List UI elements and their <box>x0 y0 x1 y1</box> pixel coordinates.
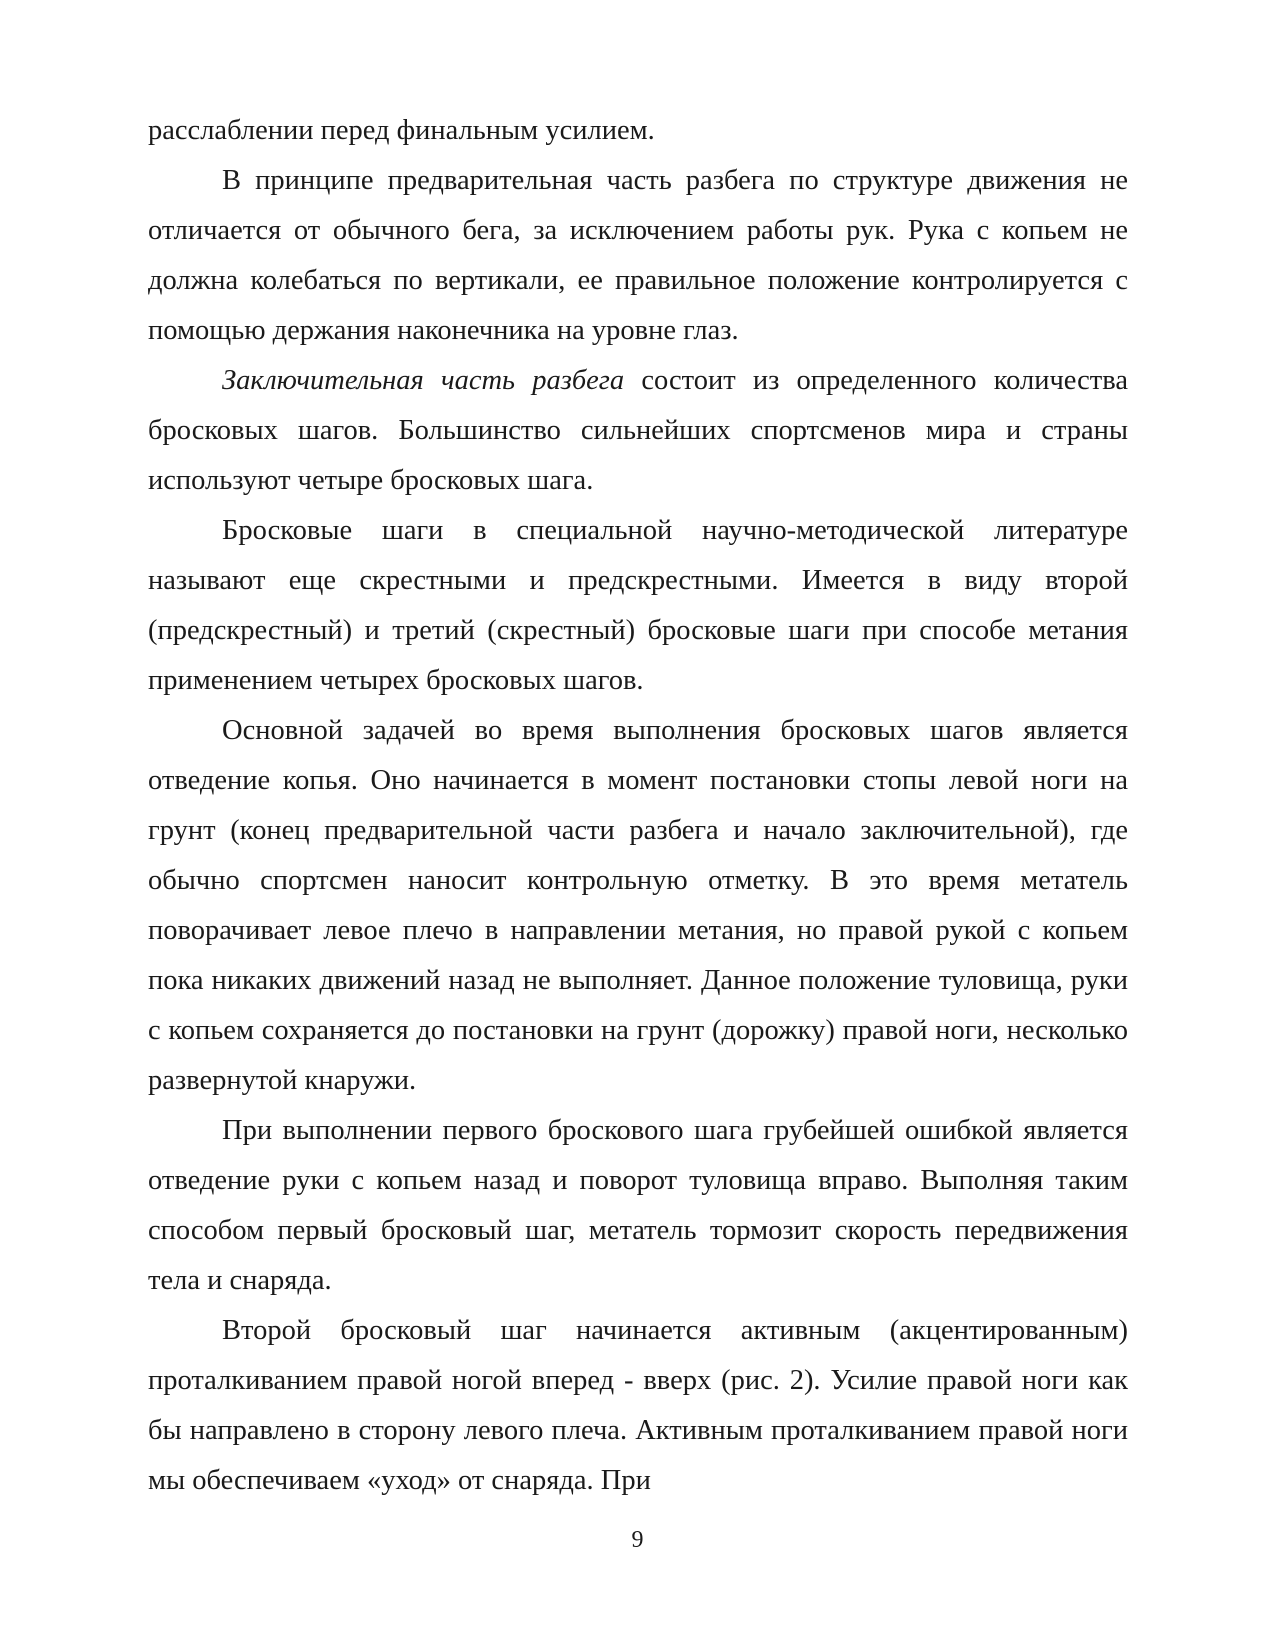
paragraph-1: расслаблении перед финальным усилием. <box>148 115 655 146</box>
paragraph-5: Основной задачей во время выполнения бросковых шагов является отведение копья. Оно начинается в момент постановки стопы левой ноги на грунт (конец предварительной части разбега и начало заключительной), где обычно спортсмен наносит контрольную отметку. В это время метатель поворачивает левое плечо в направлении метания, но правой рукой с копьем пока никаких движений назад не выполняет. Данное положение туловища, руки с копьем сохраняется до постановки на грунт (дорожку) правой ноги, несколько развернутой кнаружи. <box>148 715 1128 1096</box>
paragraph-7: Второй бросковый шаг начинается активным (акцентированным) проталкиванием правой ногой вперед - вверх (рис. 2). Усилие правой ноги как бы направлено в сторону левого плеча. Активным проталкиванием правой ноги мы обеспечиваем «уход» от снаряда. При <box>148 1315 1128 1496</box>
paragraph-2: В принципе предварительная часть разбега по структуре движения не отличается от обычного бега, за исключением работы рук. Рука с копьем не должна колебаться по вертикали, ее правильное положение контролируется с помощью держания наконечника на уровне глаз. <box>148 165 1128 346</box>
paragraph-3-text: состоит из определенного количества бросковых шагов. Большинство сильнейших спортсменов мира и страны используют четыре бросковых шага. <box>148 365 1128 496</box>
paragraph-4: Бросковые шаги в специальной научно-методической литературе называют еще скрестными и предскрестными. Имеется в виду второй (предскрестный) и третий (скрестный) бросковые шаги при способе метания применением четырех бросковых шагов. <box>148 515 1128 696</box>
paragraph-6: При выполнении первого броскового шага грубейшей ошибкой является отведение руки с копьем назад и поворот туловища вправо. Выполняя таким способом первый бросковый шаг, метатель тормозит скорость передвижения тела и снаряда. <box>148 1115 1128 1296</box>
paragraph-3 <box>148 356 1128 506</box>
body-text <box>148 106 1128 1506</box>
italic-term: Заключительная часть разбега <box>222 365 625 396</box>
page-number: 9 <box>631 1527 644 1553</box>
